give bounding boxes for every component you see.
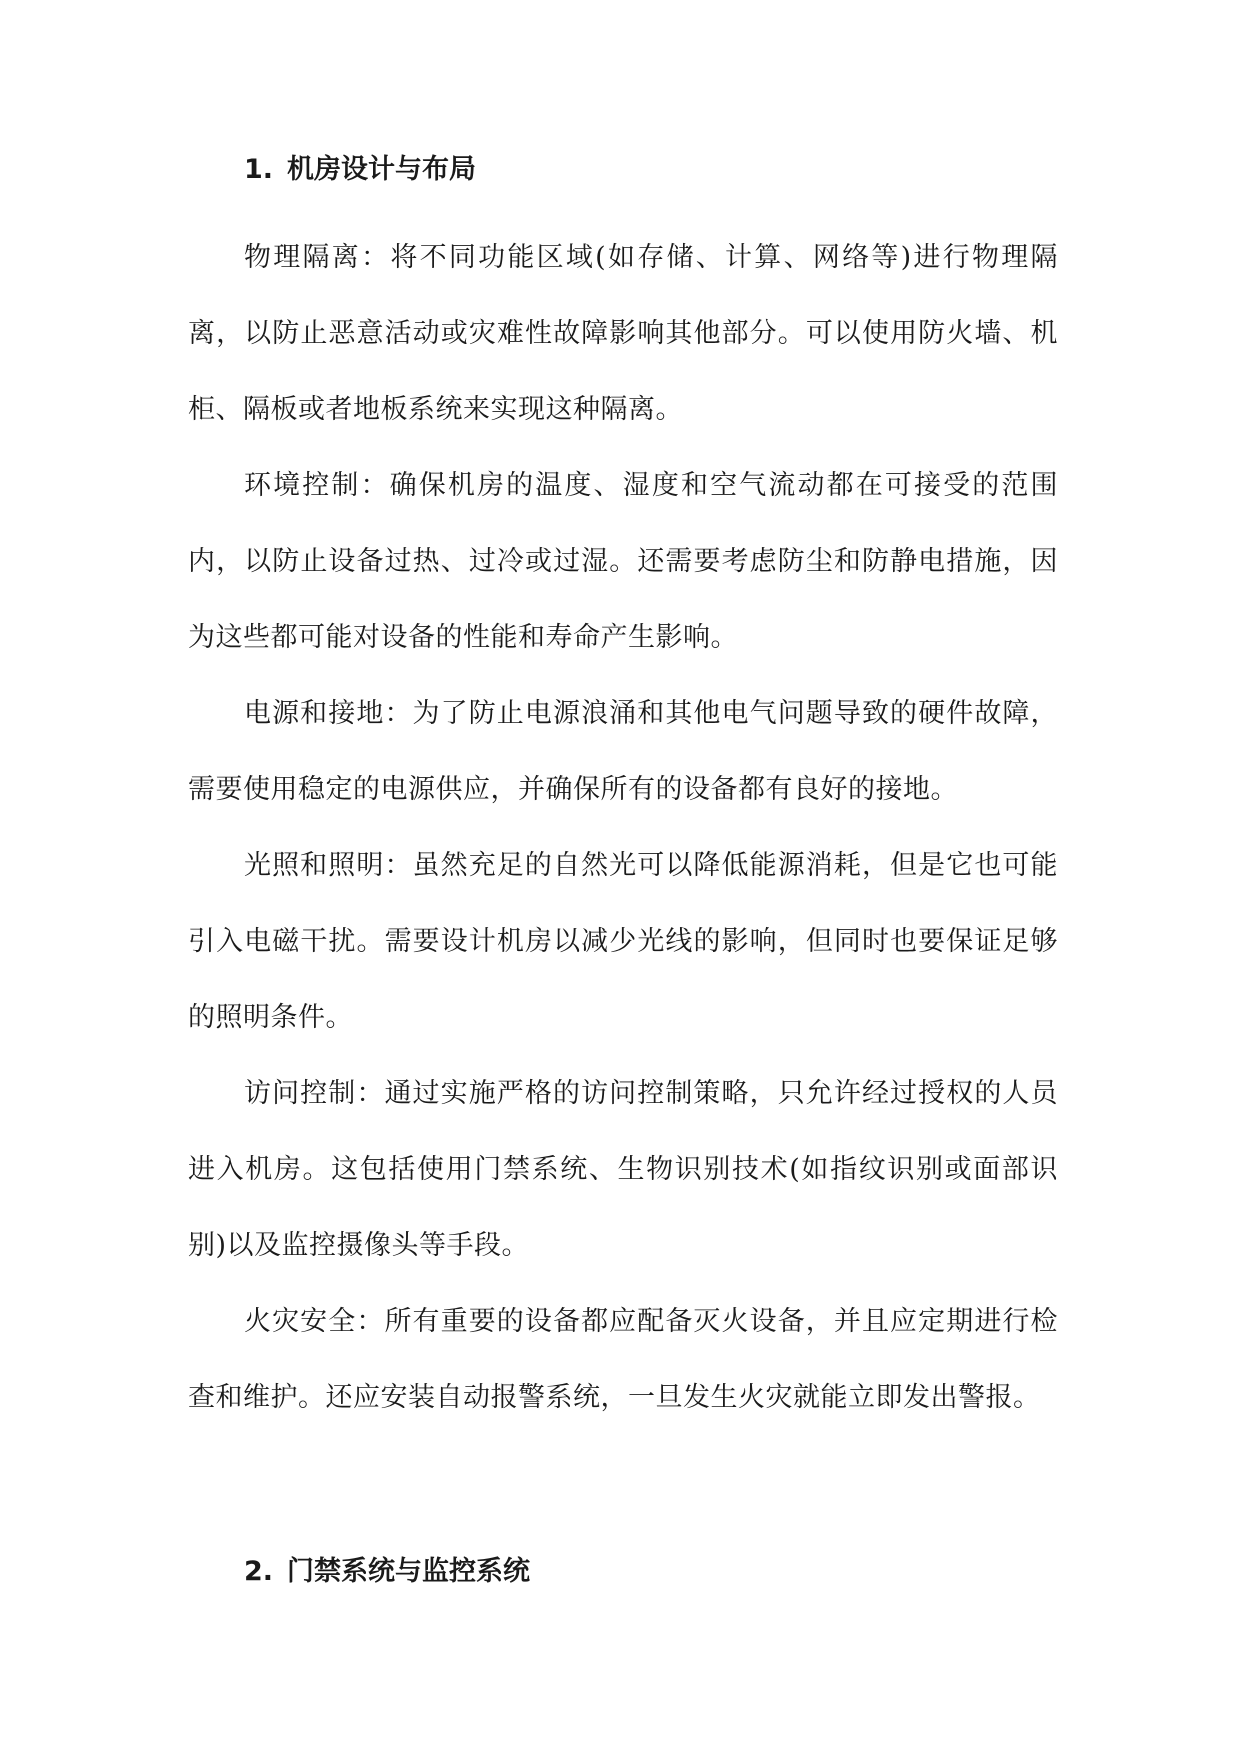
section-heading	[188, 1552, 1058, 1592]
section-title: 机房设计与布局	[287, 154, 477, 185]
section-heading	[188, 150, 1058, 190]
section-number: 1.	[244, 154, 274, 185]
section-title: 门禁系统与监控系统	[287, 1556, 531, 1587]
paragraph-power-grounding: 电源和接地：为了防止电源浪涌和其他电气问题导致的硬件故障，需要使用稳定的电源供应，并确保所有的设备都有良好的接地。	[188, 698, 1058, 805]
section-1	[188, 150, 1058, 1436]
section-number: 2.	[244, 1556, 274, 1587]
paragraph-access-control: 访问控制：通过实施严格的访问控制策略，只允许经过授权的人员进入机房。这包括使用门禁系统、生物识别技术(如指纹识别或面部识别)以及监控摄像头等手段。	[188, 1078, 1058, 1261]
paragraph-environment-control: 环境控制：确保机房的温度、湿度和空气流动都在可接受的范围内，以防止设备过热、过冷或过湿。还需要考虑防尘和防静电措施，因为这些都可能对设备的性能和寿命产生影响。	[188, 470, 1058, 653]
paragraph-physical-isolation: 物理隔离：将不同功能区域(如存储、计算、网络等)进行物理隔离，以防止恶意活动或灾难性故障影响其他部分。可以使用防火墙、机柜、隔板或者地板系统来实现这种隔离。	[188, 242, 1058, 425]
section-2	[188, 1552, 1058, 1592]
paragraph-lighting: 光照和照明：虽然充足的自然光可以降低能源消耗，但是它也可能引入电磁干扰。需要设计机房以减少光线的影响，但同时也要保证足够的照明条件。	[188, 850, 1058, 1033]
paragraph-fire-safety: 火灾安全：所有重要的设备都应配备灭火设备，并且应定期进行检查和维护。还应安装自动报警系统，一旦发生火灾就能立即发出警报。	[188, 1306, 1058, 1413]
